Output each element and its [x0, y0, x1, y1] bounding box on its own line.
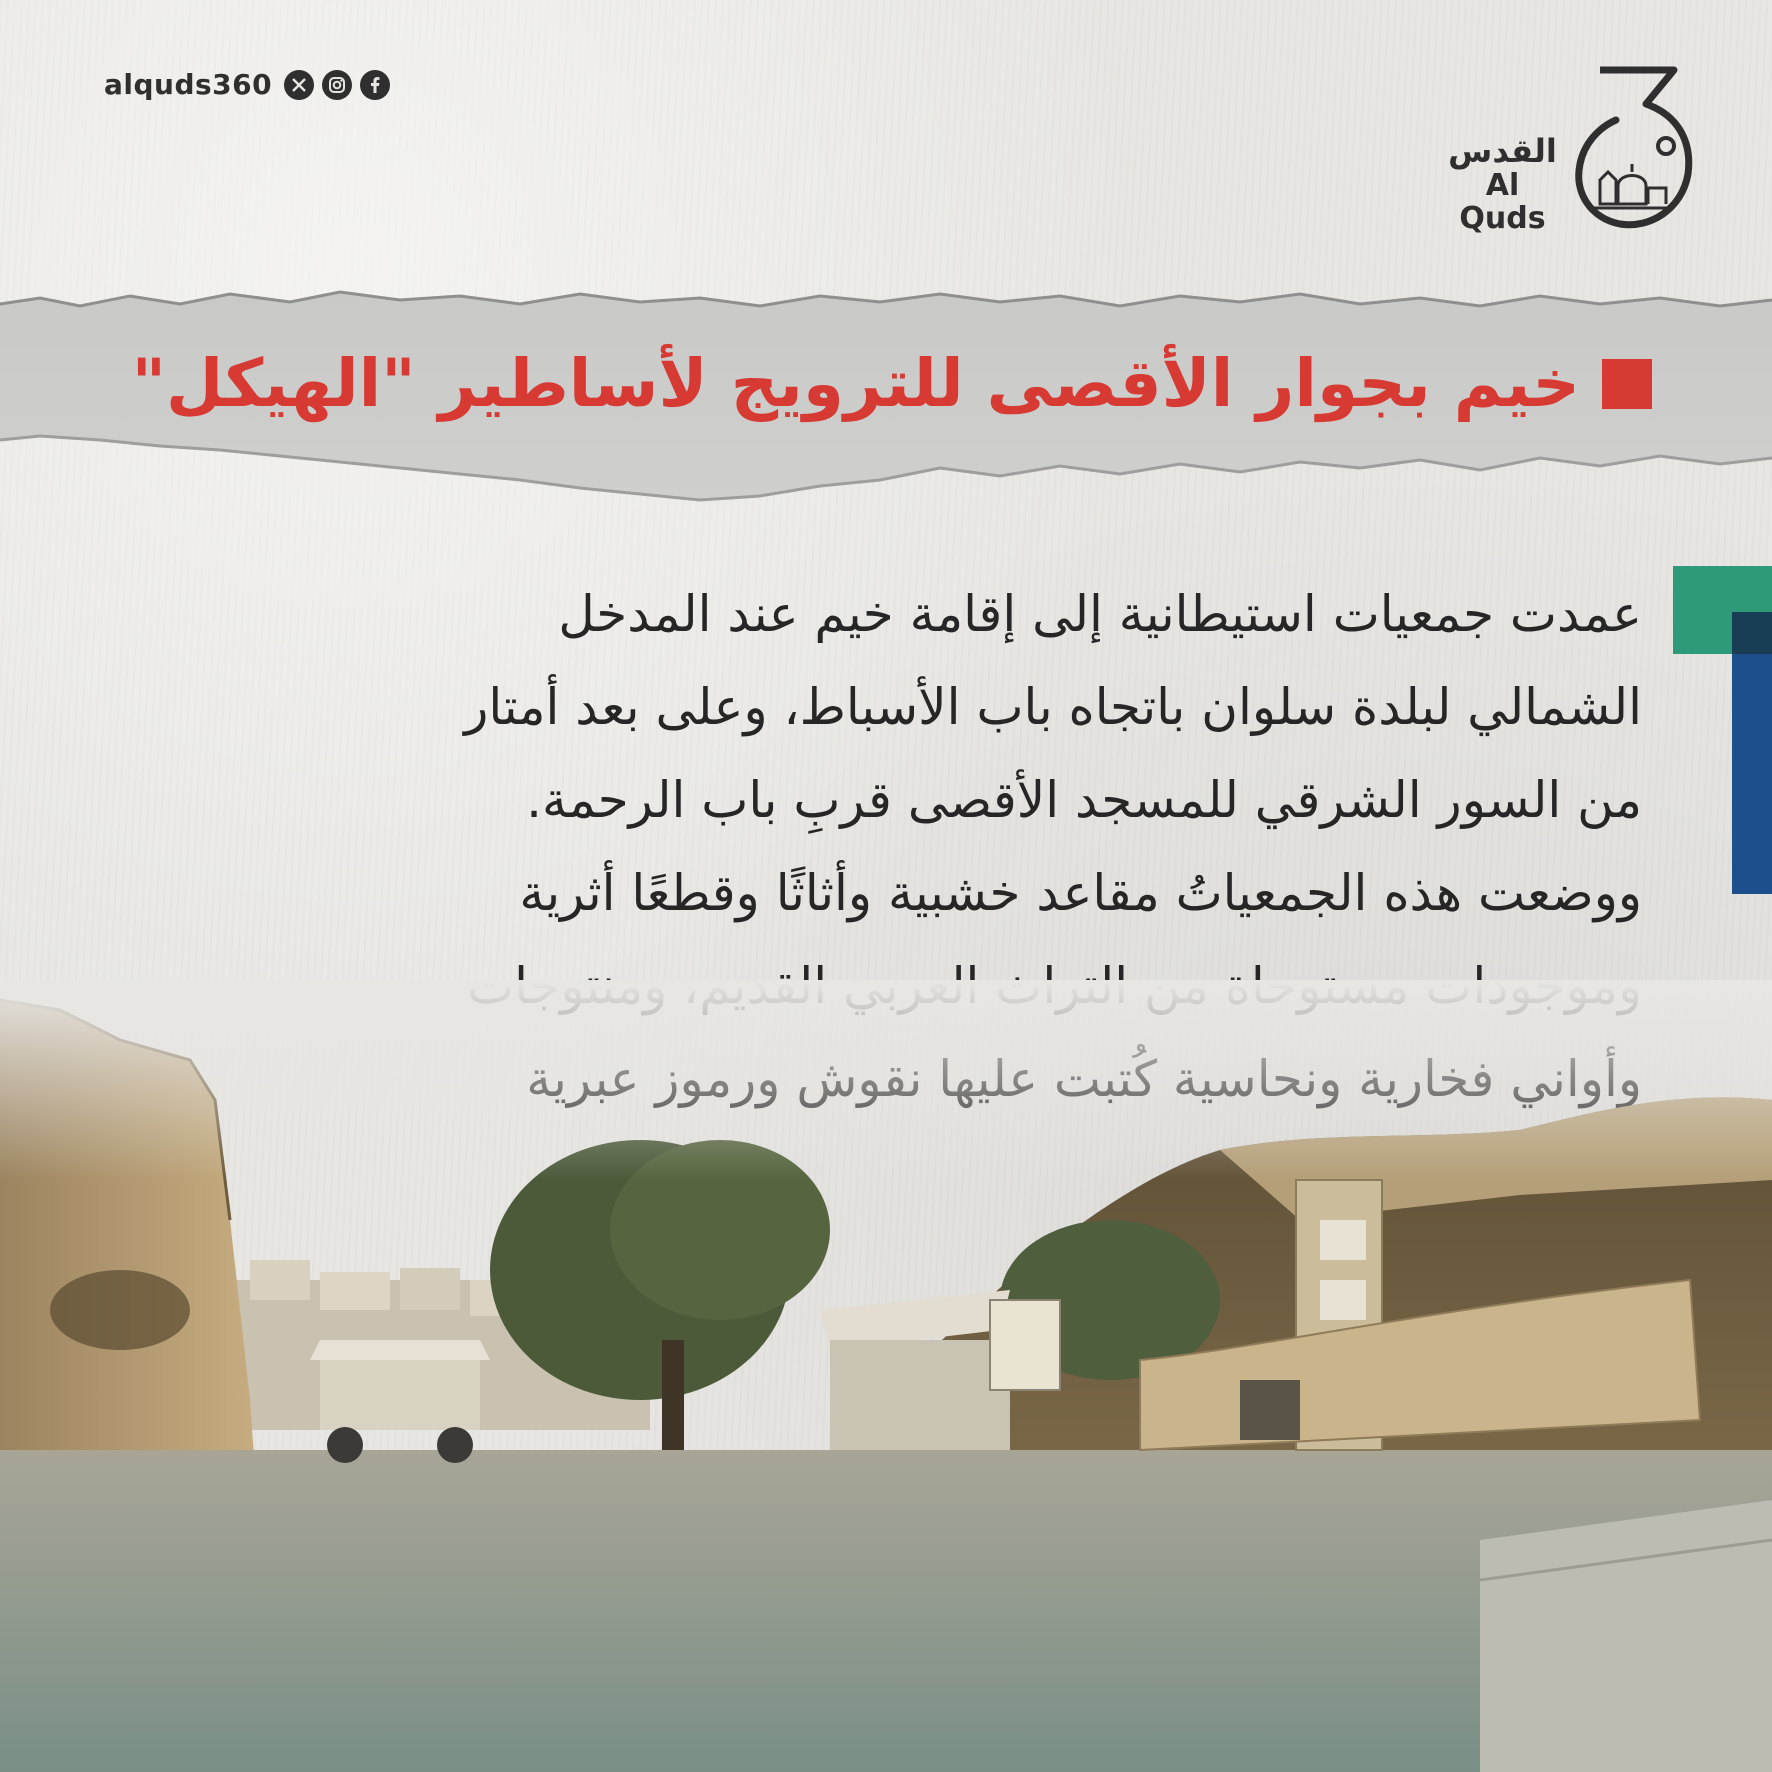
- body-line-3: من السور الشرقي للمسجد الأقصى قربِ باب الرحمة.: [526, 771, 1642, 829]
- headline-text: خيم بجوار الأقصى للترويج لأساطير "الهيكل": [131, 345, 1580, 422]
- facebook-icon[interactable]: [360, 70, 390, 100]
- accent-block-overlap: [1732, 612, 1772, 654]
- silwan-photo: [0, 980, 1772, 1772]
- social-handle: alquds360: [104, 68, 273, 101]
- headline-marker: [1602, 359, 1652, 409]
- logo-english: Al Quds: [1459, 168, 1546, 237]
- logo-arabic: القدس: [1448, 132, 1557, 170]
- alquds-logo: [1440, 64, 1700, 237]
- accent-block-blue: [1732, 612, 1772, 894]
- body-line-4: ووضعت هذه الجمعياتُ مقاعد خشبية وأثاثًا وقطعًا أثرية: [519, 864, 1642, 922]
- social-bar: [104, 68, 390, 101]
- logo-wordmark: [1440, 134, 1565, 235]
- body-line-2: الشمالي لبلدة سلوان باتجاه باب الأسباط، وعلى بعد أمتار: [464, 678, 1642, 736]
- instagram-icon[interactable]: [322, 70, 352, 100]
- headline: [92, 345, 1652, 422]
- x-icon[interactable]: [284, 70, 314, 100]
- logo-emblem-icon: [1570, 64, 1700, 234]
- body-line-1: عمدت جمعيات استيطانية إلى إقامة خيم عند المدخل: [558, 585, 1642, 643]
